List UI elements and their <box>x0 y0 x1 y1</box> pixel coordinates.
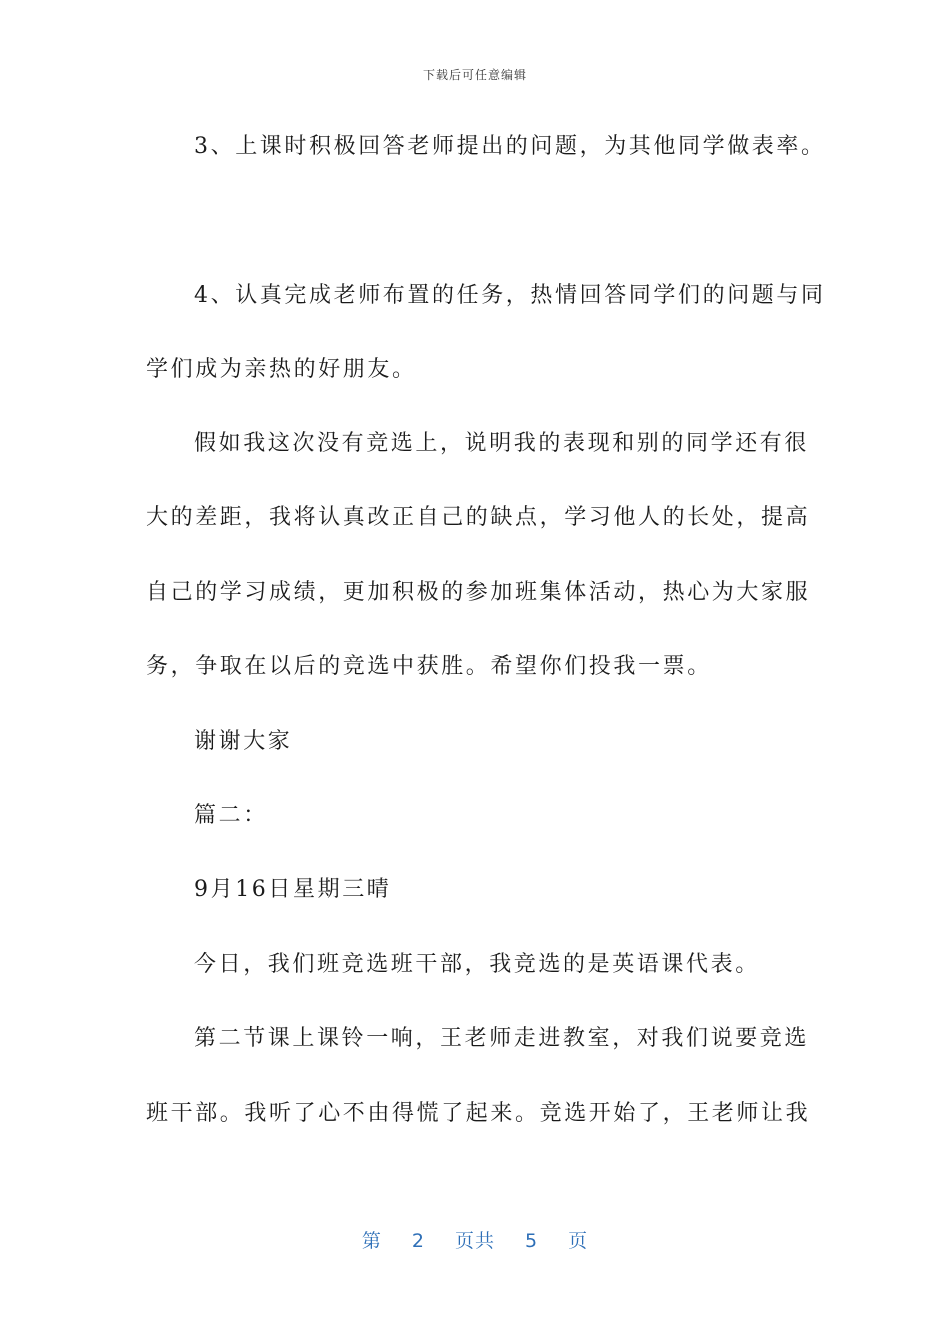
paragraph-line-12: 第二节课上课铃一响，王老师走进教室，对我们说要竞选 <box>194 1026 810 1051</box>
footer-middle: 页共 <box>454 1230 495 1252</box>
header-note: 下载后可任意编辑 <box>422 68 527 82</box>
footer-suffix: 页 <box>568 1230 589 1252</box>
footer-total-pages: 5 <box>525 1230 539 1252</box>
footer-prefix: 第 <box>361 1230 382 1252</box>
paragraph-line-7: 务，争取在以后的竞选中获胜。希望你们投我一票。 <box>146 654 712 679</box>
paragraph-line-4: 假如我这次没有竞选上，说明我的表现和别的同学还有很 <box>194 431 810 456</box>
page-footer <box>0 1226 950 1253</box>
footer-current-page: 2 <box>411 1230 425 1252</box>
paragraph-line-6: 自己的学习成绩，更加积极的参加班集体活动，热心为大家服 <box>146 580 811 605</box>
paragraph-line-1: 3、上课时积极回答老师提出的问题，为其他同学做表率。 <box>194 134 826 159</box>
paragraph-line-5: 大的差距，我将认真改正自己的缺点，学习他人的长处，提高 <box>146 505 811 530</box>
paragraph-line-13: 班干部。我听了心不由得慌了起来。竞选开始了，王老师让我 <box>146 1101 811 1126</box>
paragraph-line-2: 4、认真完成老师布置的任务，热情回答同学们的问题与同 <box>194 283 826 308</box>
paragraph-line-3: 学们成为亲热的好朋友。 <box>146 357 417 382</box>
paragraph-line-9: 篇二： <box>194 803 268 828</box>
paragraph-line-8: 谢谢大家 <box>194 729 293 754</box>
paragraph-line-10: 9月16日星期三晴 <box>194 877 392 902</box>
paragraph-line-11: 今日，我们班竞选班干部，我竞选的是英语课代表。 <box>194 952 760 977</box>
